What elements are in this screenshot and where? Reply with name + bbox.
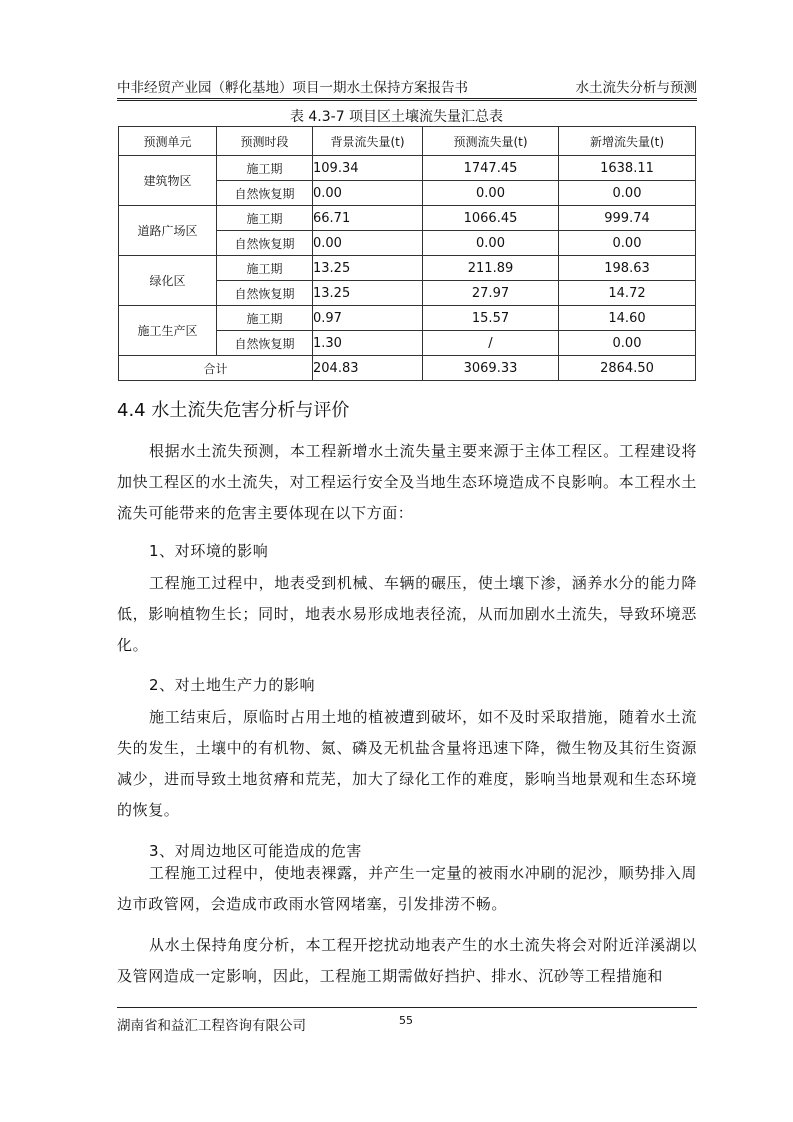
period-cell: 自然恢复期 (217, 231, 313, 256)
new-cell: 0.00 (559, 331, 696, 356)
pred-cell: 27.97 (423, 281, 559, 306)
table-row (119, 306, 696, 331)
subheading-environment: 1、对环境的影响 (149, 542, 269, 560)
subheading-land-productivity: 2、对土地生产力的影响 (149, 676, 316, 694)
new-cell: 1638.11 (559, 156, 696, 181)
soil-loss-table (118, 126, 696, 381)
table-row (119, 206, 696, 231)
page-footer (117, 1007, 697, 1034)
bg-cell: 13.25 (313, 281, 423, 306)
bg-cell: 0.00 (313, 231, 423, 256)
pred-cell: 0.00 (423, 231, 559, 256)
col-header: 背景流失量(t) (313, 127, 423, 156)
pred-cell: 211.89 (423, 256, 559, 281)
new-cell: 14.60 (559, 306, 696, 331)
period-cell: 自然恢复期 (217, 331, 313, 356)
section-heading: 4.4 水土流失危害分析与评价 (117, 400, 350, 421)
table-header-row (119, 127, 696, 156)
total-pred: 3069.33 (423, 356, 559, 381)
bg-cell: 109.34 (313, 156, 423, 181)
header-chapter-title: 水土流失分析与预测 (575, 80, 697, 96)
period-cell: 自然恢复期 (217, 281, 313, 306)
new-cell: 14.72 (559, 281, 696, 306)
paragraph-conclusion: 从水土保持角度分析，本工程开挖扰动地表产生的水土流失将会对附近洋溪湖以及管网造成一定影响，因此，工程施工期需做好挡护、排水、沉砂等工程措施和 (117, 936, 697, 985)
bg-cell: 66.71 (313, 206, 423, 231)
new-cell: 198.63 (559, 256, 696, 281)
new-cell: 0.00 (559, 231, 696, 256)
header-rule (117, 100, 697, 101)
period-cell: 施工期 (217, 156, 313, 181)
paragraph-land-productivity: 施工结束后，原临时占用土地的植被遭到破坏，如不及时采取措施，随着水土流失的发生，土壤中的有机物、氮、磷及无机盐含量将迅速下降，微生物及其衍生资源减少，进而导致土地贫瘠和荒芜，加大了绿化工作的难度，影响当地景观和生态环境的恢复。 (117, 708, 697, 819)
period-cell: 施工期 (217, 256, 313, 281)
table-caption: 表 4.3-7 项目区土壤流失量汇总表 (289, 109, 504, 125)
table-total-row (119, 356, 696, 381)
new-cell: 0.00 (559, 181, 696, 206)
header-doc-title: 中非经贸产业园（孵化基地）项目一期水土保持方案报告书 (117, 80, 468, 96)
page-number: 55 (399, 1014, 413, 1027)
pred-cell: / (423, 331, 559, 356)
pred-cell: 1066.45 (423, 206, 559, 231)
table-row (119, 156, 696, 181)
intro-paragraph: 根据水土流失预测，本工程新增水土流失量主要来源于主体工程区。工程建设将加快工程区的水土流失，对工程运行安全及当地生态环境造成不良影响。本工程水土流失可能带来的危害主要体现在以下方面： (117, 442, 697, 522)
footer-company: 湖南省和益汇工程咨询有限公司 (117, 1018, 306, 1034)
bg-cell: 13.25 (313, 256, 423, 281)
col-header: 新增流失量(t) (559, 127, 696, 156)
subheading-surrounding-hazard: 3、对周边地区可能造成的危害 (149, 842, 362, 860)
period-cell: 施工期 (217, 306, 313, 331)
unit-cell: 绿化区 (119, 256, 217, 306)
unit-cell: 道路广场区 (119, 206, 217, 256)
total-label: 合计 (119, 356, 313, 381)
bg-cell: 1.30 (313, 331, 423, 356)
paragraph-environment: 工程施工过程中，地表受到机械、车辆的碾压，使土壤下渗，涵养水分的能力降低，影响植物生长；同时，地表水易形成地表径流，从而加剧水土流失，导致环境恶化。 (117, 574, 697, 654)
col-header: 预测时段 (217, 127, 313, 156)
bg-cell: 0.00 (313, 181, 423, 206)
pred-cell: 1747.45 (423, 156, 559, 181)
col-header: 预测流失量(t) (423, 127, 559, 156)
page-header (117, 76, 697, 99)
period-cell: 自然恢复期 (217, 181, 313, 206)
bg-cell: 0.97 (313, 306, 423, 331)
table-row (119, 256, 696, 281)
paragraph-surrounding-hazard: 工程施工过程中，使地表裸露，并产生一定量的被雨水冲刷的泥沙，顺势排入周边市政管网，会造成市政雨水管网堵塞，引发排涝不畅。 (117, 864, 697, 913)
pred-cell: 15.57 (423, 306, 559, 331)
pred-cell: 0.00 (423, 181, 559, 206)
unit-cell: 建筑物区 (119, 156, 217, 206)
period-cell: 施工期 (217, 206, 313, 231)
new-cell: 999.74 (559, 206, 696, 231)
total-new: 2864.50 (559, 356, 696, 381)
col-header: 预测单元 (119, 127, 217, 156)
total-bg: 204.83 (313, 356, 423, 381)
unit-cell: 施工生产区 (119, 306, 217, 356)
